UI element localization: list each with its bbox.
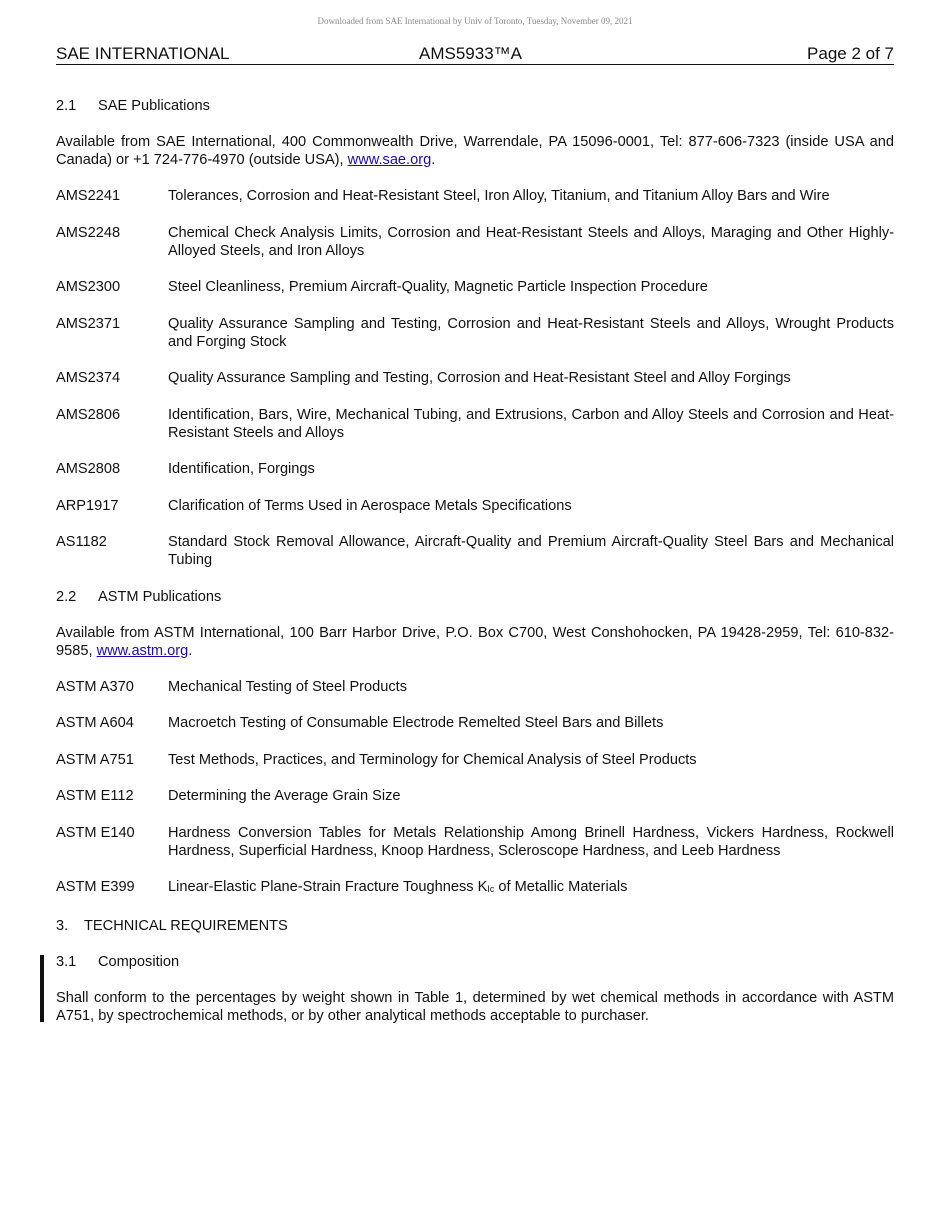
section-number: 2.2	[56, 588, 77, 605]
header-doc-id: AMS5933™A	[419, 44, 522, 63]
reference-item	[56, 187, 894, 205]
reference-item	[56, 497, 894, 515]
section-title: Composition	[98, 953, 180, 970]
page-header	[56, 44, 894, 65]
reference-title: Determining the Average Grain Size	[168, 788, 401, 804]
reference-item	[56, 787, 894, 805]
reference-code: AMS2806	[56, 406, 121, 423]
composition-text: Shall conform to the percentages by weight shown in Table 1, determined by wet chemical methods in accordance with ASTM A751, by spectrochemical methods, or by other analytical methods acceptable to purchaser.	[56, 989, 894, 1024]
reference-code: AMS2808	[56, 461, 121, 477]
reference-code: AMS2248	[56, 224, 121, 241]
reference-code: ASTM E112	[56, 788, 134, 804]
reference-code: ASTM A370	[56, 678, 134, 695]
reference-title: Chemical Check Analysis Limits, Corrosion and Heat-Resistant Steels and Alloys, Maraging and Other Highly-Alloyed Steels, and Iron Alloys	[168, 224, 894, 259]
reference-title: Quality Assurance Sampling and Testing, Corrosion and Heat-Resistant Steel and Alloy Forgings	[168, 370, 791, 386]
reference-code: AMS2374	[56, 370, 121, 386]
header-page-number: Page 2 of 7	[807, 44, 894, 63]
reference-item	[56, 824, 894, 860]
reference-item	[56, 533, 894, 569]
reference-title: Macroetch Testing of Consumable Electrode Remelted Steel Bars and Billets	[168, 715, 664, 731]
reference-code: AS1182	[56, 534, 107, 550]
revision-change-bar	[40, 955, 44, 1022]
reference-item	[56, 315, 894, 351]
reference-title: Steel Cleanliness, Premium Aircraft-Quality, Magnetic Particle Inspection Procedure	[168, 279, 708, 295]
section-heading-composition	[56, 953, 894, 971]
reference-item	[56, 369, 894, 387]
download-watermark: Downloaded from SAE International by Univ of Toronto, Tuesday, November 09, 2021	[317, 16, 633, 26]
reference-code: ASTM A751	[56, 751, 134, 768]
reference-item	[56, 714, 894, 732]
reference-code: ASTM E399	[56, 879, 135, 895]
reference-code: ARP1917	[56, 497, 119, 514]
reference-title: Standard Stock Removal Allowance, Aircraft-Quality and Premium Aircraft-Quality Steel Bars and Mechanical Tubing	[168, 534, 894, 568]
section-title: SAE Publications	[98, 98, 210, 114]
section-number: 2.1	[56, 98, 77, 114]
reference-title: Linear-Elastic Plane-Strain Fracture Toughness $K_{Ic}$ of Metallic Materials	[168, 879, 628, 895]
reference-item	[56, 678, 894, 696]
section-number: 3.	[56, 917, 69, 934]
reference-item	[56, 278, 894, 296]
reference-title: Identification, Forgings	[168, 461, 315, 477]
reference-code: ASTM E140	[56, 824, 135, 841]
reference-code: AMS2241	[56, 188, 121, 204]
astm-availability-text: Available from ASTM International, 100 Barr Harbor Drive, P.O. Box C700, West Conshohocken, PA 19428-2959, Tel: 610-832-9585,	[56, 624, 894, 659]
reference-code: AMS2300	[56, 279, 121, 295]
section-heading-technical	[56, 917, 894, 935]
reference-code: ASTM A604	[56, 715, 134, 731]
sae-availability-text: Available from SAE International, 400 Commonwealth Drive, Warrendale, PA 15096-0001, Tel: 877-606-7323 (inside USA and Canada) or +1 724-776-4970 (outside USA),	[56, 134, 894, 168]
reference-title: Hardness Conversion Tables for Metals Relationship Among Brinell Hardness, Vickers Hardness, Rockwell Hardness, Superficial Hardness, Knoop Hardness, Scleroscope Hardness, and Leeb Hardness	[168, 824, 894, 859]
reference-title: Quality Assurance Sampling and Testing, Corrosion and Heat-Resistant Steels and Alloys, Wrought Products and Forging Stock	[168, 315, 894, 350]
astm-availability: Available from ASTM International, 100 Barr Harbor Drive, P.O. Box C700, West Conshohocken, PA 19428-2959, Tel: 610-832-9585, www.astm.org.	[56, 624, 894, 659]
sae-availability: Available from SAE International, 400 Commonwealth Drive, Warrendale, PA 15096-0001, Tel: 877-606-7323 (inside USA and Canada) or +1 724-776-4970 (outside USA), www.sae.org.	[56, 134, 894, 168]
section-title: TECHNICAL REQUIREMENTS	[84, 917, 288, 934]
reference-item	[56, 751, 894, 769]
reference-title: Clarification of Terms Used in Aerospace Metals Specifications	[168, 497, 572, 514]
section-title: ASTM Publications	[98, 588, 222, 605]
header-org: SAE INTERNATIONAL	[56, 44, 230, 63]
reference-title: Mechanical Testing of Steel Products	[168, 678, 408, 695]
reference-item	[56, 878, 894, 898]
astm-link[interactable]: www.astm.org	[96, 642, 189, 659]
section-heading-astm	[56, 588, 894, 606]
reference-title: Test Methods, Practices, and Terminology for Chemical Analysis of Steel Products	[168, 751, 697, 768]
reference-item	[56, 406, 894, 442]
reference-item	[56, 460, 894, 478]
section-number: 3.1	[56, 953, 77, 970]
reference-title: Tolerances, Corrosion and Heat-Resistant Steel, Iron Alloy, Titanium, and Titanium Alloy Bars and Wire	[168, 188, 830, 204]
reference-item	[56, 224, 894, 260]
document-body	[56, 97, 894, 1043]
reference-title: Identification, Bars, Wire, Mechanical Tubing, and Extrusions, Carbon and Alloy Steels and Corrosion and Heat-Resistant Steels and Alloys	[168, 406, 894, 441]
sae-link[interactable]: www.sae.org	[347, 152, 432, 168]
reference-code: AMS2371	[56, 315, 121, 332]
section-heading-sae	[56, 97, 894, 115]
